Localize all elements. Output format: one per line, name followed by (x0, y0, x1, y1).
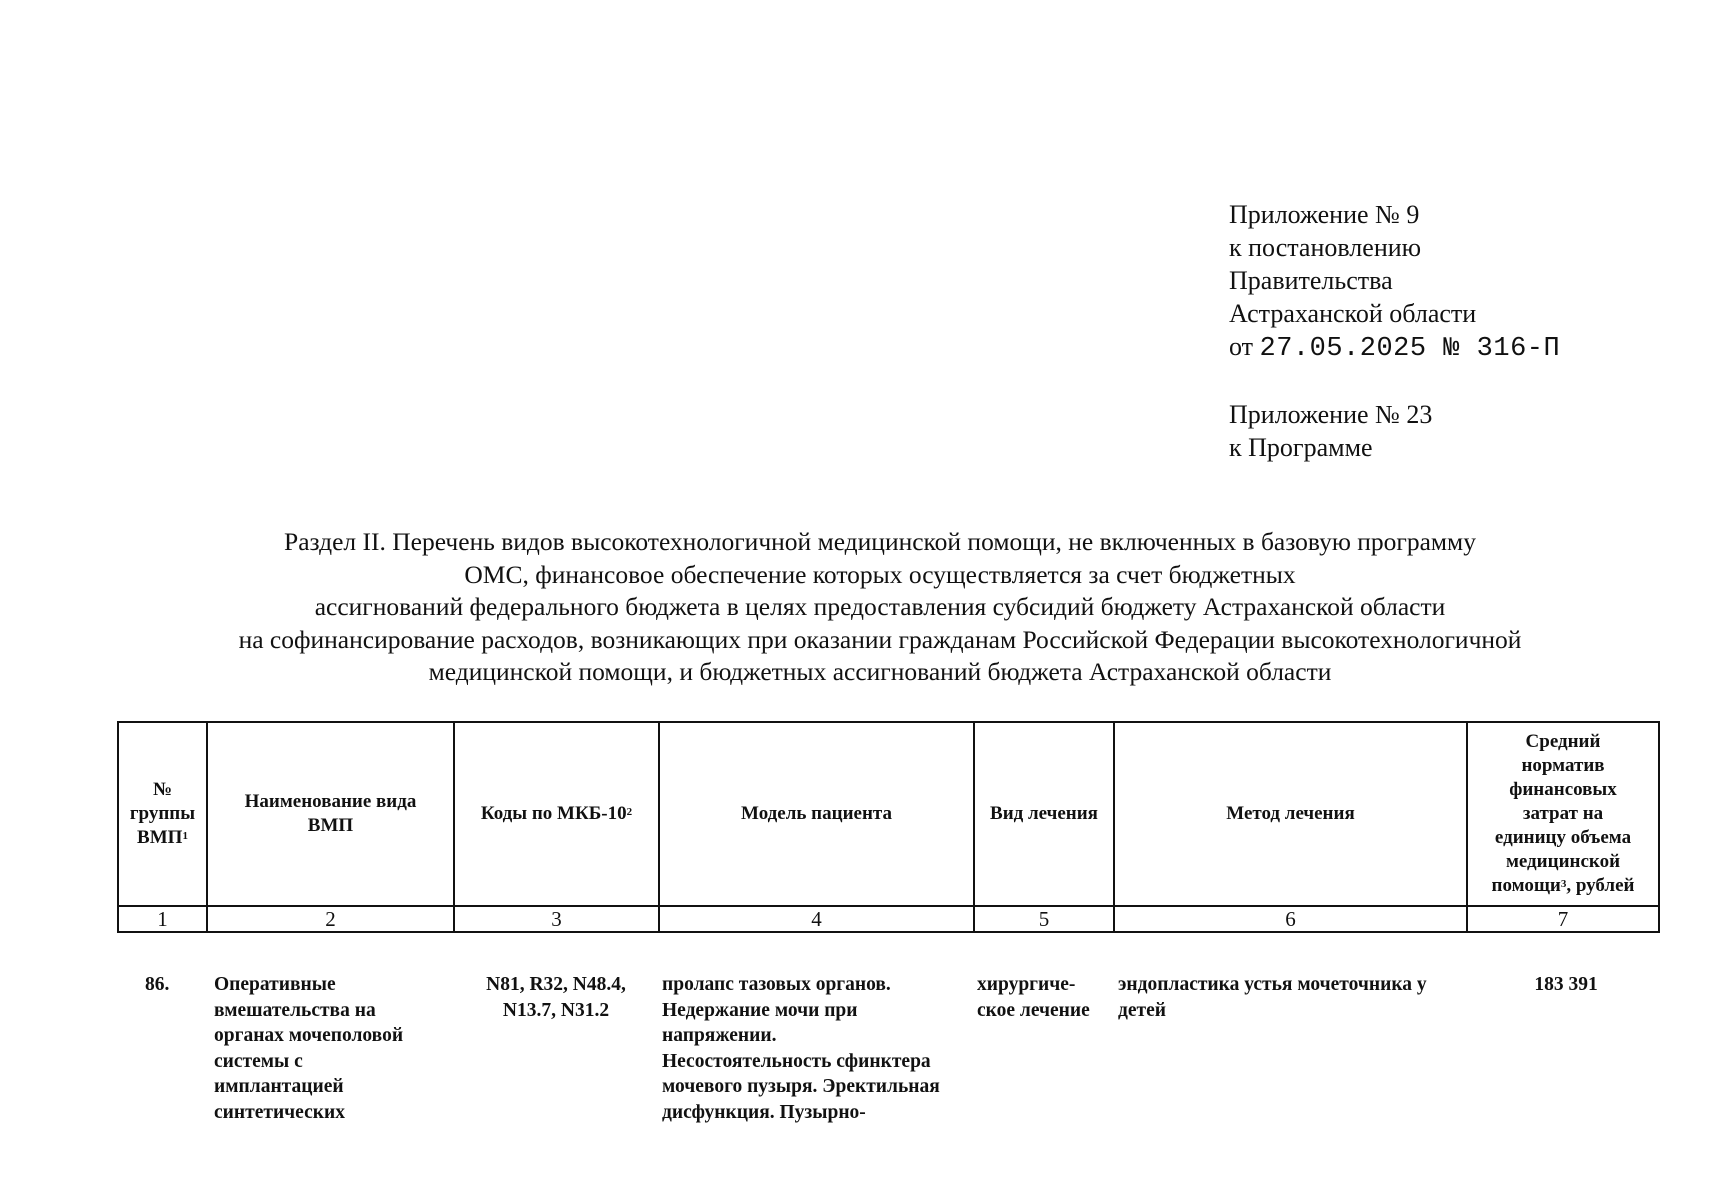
footnote-mark: 3 (1560, 878, 1567, 890)
row-treatment-method (1118, 972, 1427, 1023)
cell-line: имплантацией (214, 1076, 344, 1097)
row-avg-cost: 183 391 (1534, 974, 1598, 995)
section-title (120, 526, 1640, 689)
date-prefix: от (1229, 332, 1254, 361)
cell-line: дисфункция. Пузырно- (662, 1101, 866, 1123)
appendix-date-line (1229, 330, 1560, 366)
header-text: Коды по МКБ-10 (480, 803, 627, 824)
date-value: 27.05.2025 № 316-П (1259, 334, 1561, 364)
header-text (1472, 874, 1654, 898)
header-vmp-name (207, 722, 454, 906)
cell-line: N13.7, N31.2 (502, 999, 610, 1021)
header-text: финансовых (1509, 779, 1617, 800)
header-text: ВМП (307, 815, 354, 836)
column-number: 7 (1467, 906, 1659, 932)
header-icd-codes (454, 722, 659, 906)
header-text: , рублей (1566, 875, 1635, 896)
title-line: на софинансирование расходов, возникающих при оказании гражданам Российской Федерации высокотехнологичной (238, 624, 1522, 654)
column-number: 2 (207, 906, 454, 932)
row-vmp-name (214, 972, 403, 1125)
cell-line: синтетических (214, 1101, 345, 1123)
header-text: группы (129, 803, 196, 824)
header-text: Наименование вида (244, 791, 417, 812)
appendix-line: к постановлению (1229, 233, 1422, 262)
header-table (117, 721, 1660, 933)
appendix-block (1229, 198, 1560, 464)
cell-line: пролапс тазовых органов. (662, 974, 891, 995)
cell-line: напряжении. (662, 1025, 777, 1046)
appendix-line: Правительства (1229, 266, 1393, 295)
cell-line: хирургиче- (977, 974, 1076, 995)
header-text: ВМП (137, 827, 183, 848)
row-patient-model (662, 972, 940, 1125)
header-text (123, 826, 202, 850)
header-patient-model: Модель пациента (659, 722, 974, 906)
row-treatment-type (977, 972, 1090, 1023)
header-text: медицинской (1505, 851, 1621, 872)
header-text: Средний (1525, 731, 1601, 752)
column-number: 5 (974, 906, 1114, 932)
cell-line: Оперативные (214, 974, 336, 995)
header-text: помощи (1491, 875, 1561, 896)
title-line: ассигнований федерального бюджета в целях предоставления субсидий бюджету Астраханской области (314, 592, 1446, 621)
title-line: ОМС, финансовое обеспечение которых осуществляется за счет бюджетных (464, 559, 1296, 589)
cell-line: системы с (214, 1050, 303, 1072)
column-number: 6 (1114, 906, 1467, 932)
header-text: единицу объема (1494, 827, 1632, 848)
row-icd-codes (458, 972, 654, 1023)
cell-line: органах мочеполовой (214, 1025, 404, 1046)
appendix-line: к Программе (1229, 433, 1373, 462)
column-number: 3 (454, 906, 659, 932)
footnote-mark: 2 (626, 806, 633, 818)
column-number: 4 (659, 906, 974, 932)
header-treatment-type: Вид лечения (974, 722, 1114, 906)
appendix-line: Приложение № 23 (1229, 400, 1433, 429)
cell-line: Недержание мочи при (662, 999, 858, 1021)
appendix-line: Приложение № 9 (1229, 200, 1420, 229)
cell-line: Несостоятельность сфинктера (662, 1050, 931, 1072)
cell-line: вмешательства на (214, 999, 376, 1021)
header-treatment-method: Метод лечения (1114, 722, 1467, 906)
cell-line: эндопластика устья мочеточника у (1118, 974, 1427, 995)
header-avg-cost (1467, 722, 1659, 906)
header-group-number (118, 722, 207, 906)
title-line: Раздел II. Перечень видов высокотехнологичной медицинской помощи, не включенных в базовую программу (284, 527, 1476, 556)
header-text: № (152, 779, 173, 800)
cell-line: N81, R32, N48.4, (486, 974, 626, 995)
header-text: затрат на (1522, 803, 1604, 824)
column-number: 1 (118, 906, 207, 932)
cell-line: ское лечение (977, 999, 1090, 1021)
cell-line: детей (1118, 999, 1166, 1021)
footnote-mark: 1 (182, 830, 188, 842)
title-line: медицинской помощи, и бюджетных ассигнований бюджета Астраханской области (428, 657, 1332, 686)
header-text: норматив (1521, 755, 1605, 776)
appendix-line: Астраханской области (1229, 299, 1477, 328)
row-number: 86. (145, 974, 170, 995)
cell-line: мочевого пузыря. Эректильная (662, 1076, 940, 1097)
